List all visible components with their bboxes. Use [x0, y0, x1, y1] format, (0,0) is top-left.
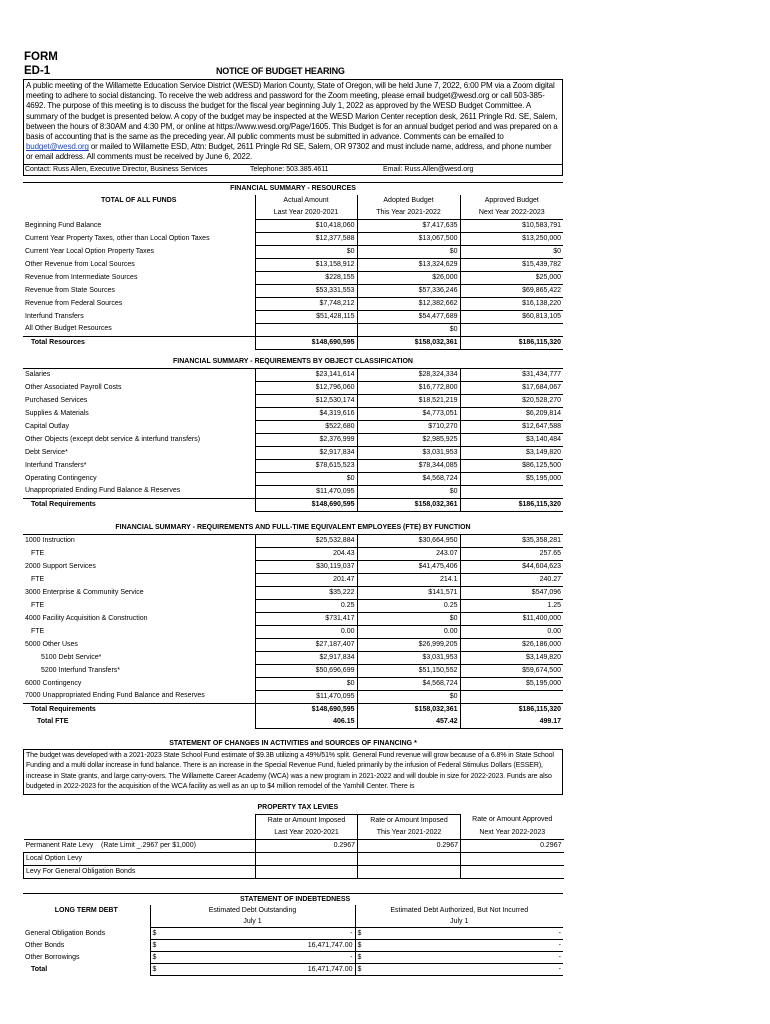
col-actual-header: Actual Amount — [255, 195, 357, 207]
requirement-object-row-value-b: $2,985,925 — [357, 433, 460, 446]
debt-row — [23, 939, 563, 951]
resource-row-value-a: $51,428,115 — [255, 310, 357, 323]
requirement-function-row-label: 6000 Contingency — [25, 679, 82, 687]
requirement-function-row-value-b: $141,571 — [357, 586, 460, 599]
requirements-object-title: FINANCIAL SUMMARY - REQUIREMENTS BY OBJECT CLASSIFICATION — [23, 356, 563, 369]
requirement-object-row-value-a: $2,917,834 — [255, 446, 357, 459]
property-tax-table — [23, 802, 564, 879]
resource-row-value-b: $57,336,246 — [357, 284, 460, 297]
indebtedness-title: STATEMENT OF INDEBTEDNESS — [150, 893, 563, 905]
requirement-function-row-value-a: 0.00 — [255, 625, 357, 638]
requirement-object-row-value-a: $23,141,614 — [255, 368, 357, 381]
total-fte-label: Total FTE — [37, 717, 69, 725]
total-req-function-adopted: $158,032,361 — [357, 703, 460, 716]
requirement-object-row — [23, 420, 563, 433]
requirement-function-row-value-b: $3,031,953 — [357, 651, 460, 664]
intro-text-after-link: or mailed to Willamette ESD, Attn: Budget, 2611 Pringle Rd SE, Salem, OR 97302 and must include name, address, and phone number or email address. All comments must be received by June 6, 2022. — [26, 142, 552, 162]
form-code: ED-1 — [24, 65, 51, 77]
resource-row-value-c: $10,583,791 — [460, 219, 563, 232]
requirement-function-row-value-c: 1.25 — [460, 599, 563, 612]
debt-amount-value: - — [350, 953, 353, 961]
requirement-function-row — [23, 638, 563, 651]
total-req-function-approved: $186,115,320 — [460, 703, 563, 716]
requirement-object-row — [23, 433, 563, 446]
requirements-object-table — [23, 356, 563, 512]
requirement-function-row-value-c: $59,674,500 — [460, 664, 563, 677]
requirement-function-row-label: 5000 Other Uses — [25, 640, 78, 648]
requirement-object-row-value-a: $12,796,060 — [255, 381, 357, 394]
requirement-function-row-value-b: 214.1 — [357, 573, 460, 586]
resource-row-value-b: $7,417,635 — [357, 219, 460, 232]
resource-row — [23, 310, 563, 323]
requirement-object-row-value-b: $18,521,219 — [357, 394, 460, 407]
requirement-function-row — [23, 677, 563, 690]
debt-row-amount-b — [355, 951, 563, 963]
requirements-function-table — [23, 522, 563, 729]
total-requirements-function-label: Total Requirements — [23, 703, 255, 716]
tax-col-this-year: This Year 2021-2022 — [358, 827, 461, 840]
contact-email: Email: Russ.Allen@wesd.org — [383, 165, 474, 173]
requirement-object-row-value-c — [460, 485, 563, 498]
resource-row-value-c: $60,813,105 — [460, 310, 563, 323]
tax-col-last-year: Last Year 2020-2021 — [256, 827, 358, 840]
requirement-function-row — [23, 534, 563, 547]
resource-row-value-a: $10,418,060 — [255, 219, 357, 232]
requirement-function-row — [23, 586, 563, 599]
requirement-function-row-label: 4000 Facility Acquisition & Construction — [25, 614, 148, 622]
requirement-object-row-value-b: $16,772,800 — [357, 381, 460, 394]
requirement-function-row — [23, 625, 563, 638]
resource-row-value-b: $26,000 — [357, 271, 460, 284]
total-fte-adopted: 457.42 — [357, 716, 460, 729]
requirement-object-row-label: Interfund Transfers* — [25, 461, 87, 469]
requirement-function-row-value-a: $35,222 — [255, 586, 357, 599]
debt-row-label: Other Bonds — [25, 941, 65, 949]
requirement-object-row-label: Salaries — [25, 370, 51, 378]
total-fte-approved: 499.17 — [460, 716, 563, 729]
total-requirements-object-label: Total Requirements — [23, 498, 255, 511]
requirement-object-row — [23, 485, 563, 498]
resource-row-value-a: $228,155 — [255, 271, 357, 284]
debt-outstanding-date: July 1 — [150, 916, 355, 928]
requirement-function-row-value-a: $25,532,884 — [255, 534, 357, 547]
perm-rate-last: 0.2967 — [256, 839, 358, 852]
debt-row — [23, 951, 563, 963]
resources-table — [23, 182, 563, 350]
requirement-function-row-label: FTE — [31, 627, 45, 635]
debt-amount-value: - — [558, 965, 562, 973]
requirement-function-row-value-a: 0.25 — [255, 599, 357, 612]
requirement-object-row — [23, 446, 563, 459]
requirement-object-row — [23, 381, 563, 394]
debt-outstanding-header: Estimated Debt Outstanding — [150, 905, 355, 916]
contact-person: Contact: Russ Allen, Executive Director, Business Services — [25, 165, 208, 173]
resource-row-label: Revenue from State Sources — [25, 286, 115, 294]
requirement-function-row-value-c: $11,400,000 — [460, 612, 563, 625]
resource-row — [23, 232, 563, 245]
requirement-object-row-value-c: $17,684,067 — [460, 381, 563, 394]
col-adopted-year: This Year 2021-2022 — [357, 207, 460, 220]
resource-row — [23, 323, 563, 336]
requirement-object-row-value-c: $31,434,777 — [460, 368, 563, 381]
currency-symbol: $ — [152, 929, 157, 937]
resource-row-value-b: $0 — [357, 245, 460, 258]
resource-row-value-b: $0 — [357, 323, 460, 336]
resource-row — [23, 245, 563, 258]
debt-amount-value: 16,471,747.00 — [307, 941, 353, 949]
requirement-object-row-value-b: $28,324,334 — [357, 368, 460, 381]
requirement-function-row-label: 7000 Unappropriated Ending Fund Balance and Reserves — [25, 692, 205, 700]
requirement-function-row-value-c: 257.65 — [460, 547, 563, 560]
currency-symbol: $ — [357, 965, 362, 973]
debt-row-amount-b — [355, 963, 563, 975]
total-resources-actual: $148,690,595 — [255, 336, 357, 349]
resource-row-value-a: $7,748,212 — [255, 297, 357, 310]
requirement-object-row-value-a: $2,376,999 — [255, 433, 357, 446]
requirement-object-row-value-c: $12,647,588 — [460, 420, 563, 433]
requirement-function-row-value-c: 240.27 — [460, 573, 563, 586]
resource-row-label: Interfund Transfers — [25, 312, 84, 320]
col-actual-year: Last Year 2020-2021 — [255, 207, 357, 220]
debt-amount-value: 16,471,747.00 — [307, 965, 353, 973]
requirement-object-row-value-b: $78,344,085 — [357, 459, 460, 472]
requirement-object-row-label: Operating Contingency — [25, 474, 97, 482]
debt-row-label: General Obligation Bonds — [25, 929, 106, 937]
permanent-rate-label: Permanent Rate Levy — [25, 841, 94, 849]
requirement-function-row — [23, 573, 563, 586]
debt-row-label: Total — [31, 965, 48, 973]
requirement-function-row-value-c — [460, 690, 563, 703]
tax-col-this-header: Rate or Amount Imposed — [358, 814, 461, 827]
requirement-function-row — [23, 664, 563, 677]
property-tax-title: PROPERTY TAX LEVIES — [256, 802, 461, 815]
tax-col-next-year: Next Year 2022-2023 — [461, 827, 564, 840]
total-resources-approved: $186,115,320 — [460, 336, 563, 349]
resource-row-value-c: $16,138,220 — [460, 297, 563, 310]
resource-row-value-a: $0 — [255, 245, 357, 258]
requirement-object-row-value-c: $3,149,820 — [460, 446, 563, 459]
requirement-object-row-label: Supplies & Materials — [25, 409, 89, 417]
requirement-function-row-value-c: $5,195,000 — [460, 677, 563, 690]
requirement-function-row — [23, 690, 563, 703]
requirement-function-row-value-c: $35,358,281 — [460, 534, 563, 547]
total-resources-label: Total Resources — [23, 336, 255, 349]
requirement-object-row — [23, 368, 563, 381]
currency-symbol: $ — [357, 929, 362, 937]
debt-row-amount-b — [355, 939, 563, 951]
resource-row-value-c: $0 — [460, 245, 563, 258]
requirement-function-row-value-a: $731,417 — [255, 612, 357, 625]
currency-symbol: $ — [152, 953, 157, 961]
requirement-function-row-value-b: $30,664,950 — [357, 534, 460, 547]
debt-authorized-header: Estimated Debt Authorized, But Not Incurred — [355, 905, 563, 916]
requirement-object-row-value-c: $5,195,000 — [460, 472, 563, 485]
debt-authorized-date: July 1 — [355, 916, 563, 928]
budget-email-link[interactable]: budget@wesd.org — [26, 142, 89, 152]
total-req-object-adopted: $158,032,361 — [357, 498, 460, 511]
requirement-function-row-value-b: $51,150,552 — [357, 664, 460, 677]
resource-row-value-c: $69,865,422 — [460, 284, 563, 297]
debt-row-label: Other Borrowings — [25, 953, 80, 961]
requirement-function-row-value-a: $2,917,834 — [255, 651, 357, 664]
debt-row-amount-a — [150, 939, 355, 951]
requirement-function-row — [23, 612, 563, 625]
permanent-rate-levy — [24, 839, 256, 852]
col-adopted-header: Adopted Budget — [357, 195, 460, 207]
resource-row-label: Revenue from Intermediate Sources — [25, 273, 138, 281]
tax-col-last-header: Rate or Amount Imposed — [256, 814, 358, 827]
total-resources-adopted: $158,032,361 — [357, 336, 460, 349]
resource-row-value-a: $53,331,553 — [255, 284, 357, 297]
currency-symbol: $ — [152, 965, 157, 973]
resource-row — [23, 219, 563, 232]
requirement-function-row-value-c: $547,096 — [460, 586, 563, 599]
total-fte-actual: 406.15 — [255, 716, 357, 729]
perm-rate-this: 0.2967 — [358, 839, 461, 852]
local-option-levy: Local Option Levy — [24, 852, 256, 865]
requirement-function-row-value-b: $4,568,724 — [357, 677, 460, 690]
requirement-object-row-value-b: $710,270 — [357, 420, 460, 433]
requirement-function-row-label: 3000 Enterprise & Community Service — [25, 588, 144, 596]
requirement-function-row-label: FTE — [31, 575, 45, 583]
requirement-object-row — [23, 459, 563, 472]
requirement-object-row-label: Other Associated Payroll Costs — [25, 383, 122, 391]
requirement-function-row-value-b: 0.25 — [357, 599, 460, 612]
contact-telephone: Telephone: 503.385.4611 — [250, 165, 329, 173]
changes-title: STATEMENT OF CHANGES IN ACTIVITIES and SOURCES OF FINANCING * — [169, 739, 417, 747]
intro-text-before-link: A public meeting of the Willamette Education Service District (WESD) Marion County, State of Oregon, will be held June 7, 2022, 6:00 PM via a Zoom digital meeting to adhere to social distancing. To receive the web address and password for the Zoom meeting, please email budget@wesd.org or call 503-385-4692. The purpose of this meeting is to discuss the budget for the fiscal year beginning July 1, 2022 as approved by the WESD Budget Committee. A summary of the budget is presented below. A copy of the budget may be inspected at the WESD Marion Center reception desk, 2611 Pringle Rd. SE, Salem, between the hours of 8:30AM and 4:30 PM, or online at https://www.wesd.org/Page/1605. This Budget is for an annual budget period and was prepared on a basis of accounting that is the same as the preceding year. All public comments must be submitted in advance. Comments can be emailed to — [26, 81, 558, 142]
requirement-object-row-label: Debt Service* — [25, 448, 68, 456]
form-label: FORM — [24, 51, 58, 63]
requirement-function-row-label: 5200 Interfund Transfers* — [41, 666, 120, 674]
requirement-object-row-value-a: $0 — [255, 472, 357, 485]
requirement-function-row-label: 1000 Instruction — [25, 536, 75, 544]
total-req-object-approved: $186,115,320 — [460, 498, 563, 511]
requirement-function-row-value-a: 201.47 — [255, 573, 357, 586]
requirement-object-row-label: Unappropriated Ending Fund Balance & Reserves — [25, 487, 181, 495]
long-term-debt-label: LONG TERM DEBT — [54, 906, 118, 914]
indebtedness-table — [23, 893, 563, 976]
requirement-function-row-label: 2000 Support Services — [25, 562, 96, 570]
requirement-object-row-value-c: $20,528,270 — [460, 394, 563, 407]
requirement-object-row-value-b: $0 — [357, 485, 460, 498]
requirement-object-row — [23, 407, 563, 420]
resource-row-label: Revenue from Federal Sources — [25, 299, 123, 307]
requirement-function-row-value-b: $26,999,205 — [357, 638, 460, 651]
requirement-function-row-value-c: $26,186,000 — [460, 638, 563, 651]
requirement-object-row-value-c: $6,209,814 — [460, 407, 563, 420]
requirement-object-row-value-a: $12,530,174 — [255, 394, 357, 407]
requirement-object-row-value-c: $86,125,500 — [460, 459, 563, 472]
resource-row-label: Current Year Property Taxes, other than Local Option Taxes — [25, 234, 210, 242]
resource-row-value-c: $13,250,000 — [460, 232, 563, 245]
requirement-function-row-value-a: $30,119,037 — [255, 560, 357, 573]
resource-row-value-c: $15,439,782 — [460, 258, 563, 271]
requirement-function-row — [23, 599, 563, 612]
general-obligation-levy: Levy For General Obligation Bonds — [24, 865, 256, 878]
col-approved-year: Next Year 2022-2023 — [460, 207, 563, 220]
requirement-object-row-value-b: $4,568,724 — [357, 472, 460, 485]
requirement-function-row-value-c: 0.00 — [460, 625, 563, 638]
requirements-function-title: FINANCIAL SUMMARY - REQUIREMENTS AND FULL-TIME EQUIVALENT EMPLOYEES (FTE) BY FUNCTION — [23, 522, 563, 535]
resource-row — [23, 284, 563, 297]
rate-limit-note: (Rate Limit _.2967 per $1,000) — [100, 841, 196, 849]
requirement-object-row-value-a: $4,319,616 — [255, 407, 357, 420]
requirement-function-row-value-b: $41,475,406 — [357, 560, 460, 573]
requirement-function-row-value-c: $44,604,623 — [460, 560, 563, 573]
requirement-object-row-value-a: $11,470,095 — [255, 485, 357, 498]
requirement-object-row-value-a: $78,615,523 — [255, 459, 357, 472]
debt-row-amount-b — [355, 927, 563, 939]
requirement-object-row-label: Capital Outlay — [25, 422, 69, 430]
debt-row — [23, 963, 563, 975]
requirement-object-row-value-c: $3,140,484 — [460, 433, 563, 446]
debt-row — [23, 927, 563, 939]
budget-notice-document — [23, 79, 563, 976]
total-req-object-actual: $148,690,595 — [255, 498, 357, 511]
resource-row — [23, 271, 563, 284]
contact-bar — [23, 165, 563, 176]
resources-title: FINANCIAL SUMMARY - RESOURCES — [23, 182, 563, 195]
debt-amount-value: - — [558, 941, 562, 949]
resource-row-label: All Other Budget Resources — [25, 325, 112, 333]
currency-symbol: $ — [152, 941, 157, 949]
form-title — [24, 50, 58, 78]
requirement-function-row-value-b: 243.07 — [357, 547, 460, 560]
resource-row-value-a: $13,158,912 — [255, 258, 357, 271]
debt-amount-value: - — [558, 953, 562, 961]
resource-row-value-b: $13,324,629 — [357, 258, 460, 271]
resource-row — [23, 297, 563, 310]
requirement-function-row-value-a: $50,696,699 — [255, 664, 357, 677]
resource-row-value-b: $12,382,662 — [357, 297, 460, 310]
resource-row-value-a: $12,377,588 — [255, 232, 357, 245]
requirement-object-row-value-b: $4,773,051 — [357, 407, 460, 420]
requirement-object-row-value-a: $522,680 — [255, 420, 357, 433]
requirement-object-row — [23, 472, 563, 485]
total-req-function-actual: $148,690,595 — [255, 703, 357, 716]
resource-row-label: Beginning Fund Balance — [25, 221, 102, 229]
requirement-function-row-value-a: $0 — [255, 677, 357, 690]
requirement-object-row-label: Other Objects (except debt service & interfund transfers) — [25, 435, 201, 443]
resource-row-value-c: $25,000 — [460, 271, 563, 284]
tax-col-next-header: Rate or Amount Approved — [461, 814, 564, 827]
requirement-function-row-value-c: $3,149,820 — [460, 651, 563, 664]
requirement-function-row-value-b: $0 — [357, 612, 460, 625]
requirement-function-row — [23, 560, 563, 573]
requirement-object-row-value-b: $3,031,953 — [357, 446, 460, 459]
resource-row-label: Other Revenue from Local Sources — [25, 260, 135, 268]
currency-symbol: $ — [357, 953, 362, 961]
requirement-function-row-label: FTE — [31, 549, 45, 557]
debt-row-amount-a — [150, 963, 355, 975]
requirement-function-row-value-a: $27,187,407 — [255, 638, 357, 651]
col-approved-header: Approved Budget — [460, 195, 563, 207]
changes-text: The budget was developed with a 2021-2023 State School Fund estimate of $9.3B utilizing a 49%/51% split. General Fund revenue will grow because of a 6.8% in State School Funding and a multi dollar increase in fund balance. There is an increase in the Special Revenue Fund, fueled primarily by the infusion of Federal Stimulus Dollars (ESSER), increase in State grants, and large carry-overs. The Willamette Career Academy (WCA) was a new program in 2021-2022 and will double in size for 2022-2023. Funds are also budgeted in 2022-2023 for the acquisition of the WCA facility as well as an up to $4 million remodel of the Yamhill Center. There is — [23, 749, 563, 795]
currency-symbol: $ — [357, 941, 362, 949]
resource-row-value-b: $13,067,500 — [357, 232, 460, 245]
requirement-function-row — [23, 651, 563, 664]
debt-row-amount-a — [150, 927, 355, 939]
resource-row-label: Current Year Local Option Property Taxes — [25, 247, 155, 255]
requirement-function-row-label: 5100 Debt Service* — [41, 653, 102, 661]
total-all-funds-label: TOTAL OF ALL FUNDS — [101, 196, 177, 204]
resource-row-value-b: $54,477,689 — [357, 310, 460, 323]
intro-paragraph — [23, 79, 563, 165]
requirement-function-row — [23, 547, 563, 560]
debt-row-amount-a — [150, 951, 355, 963]
requirement-function-row-value-a: 204.43 — [255, 547, 357, 560]
notice-title: NOTICE OF BUDGET HEARING — [216, 66, 345, 76]
debt-amount-value: - — [558, 929, 562, 937]
perm-rate-next: 0.2967 — [461, 839, 564, 852]
requirement-function-row-value-b: 0.00 — [357, 625, 460, 638]
requirement-object-row — [23, 394, 563, 407]
requirement-function-row-value-a: $11,470,095 — [255, 690, 357, 703]
requirement-function-row-value-b: $0 — [357, 690, 460, 703]
resource-row — [23, 258, 563, 271]
resource-row-value-c — [460, 323, 563, 336]
debt-amount-value: - — [350, 929, 353, 937]
requirement-object-row-label: Purchased Services — [25, 396, 88, 404]
requirement-function-row-label: FTE — [31, 601, 45, 609]
resource-row-value-a — [255, 323, 357, 336]
